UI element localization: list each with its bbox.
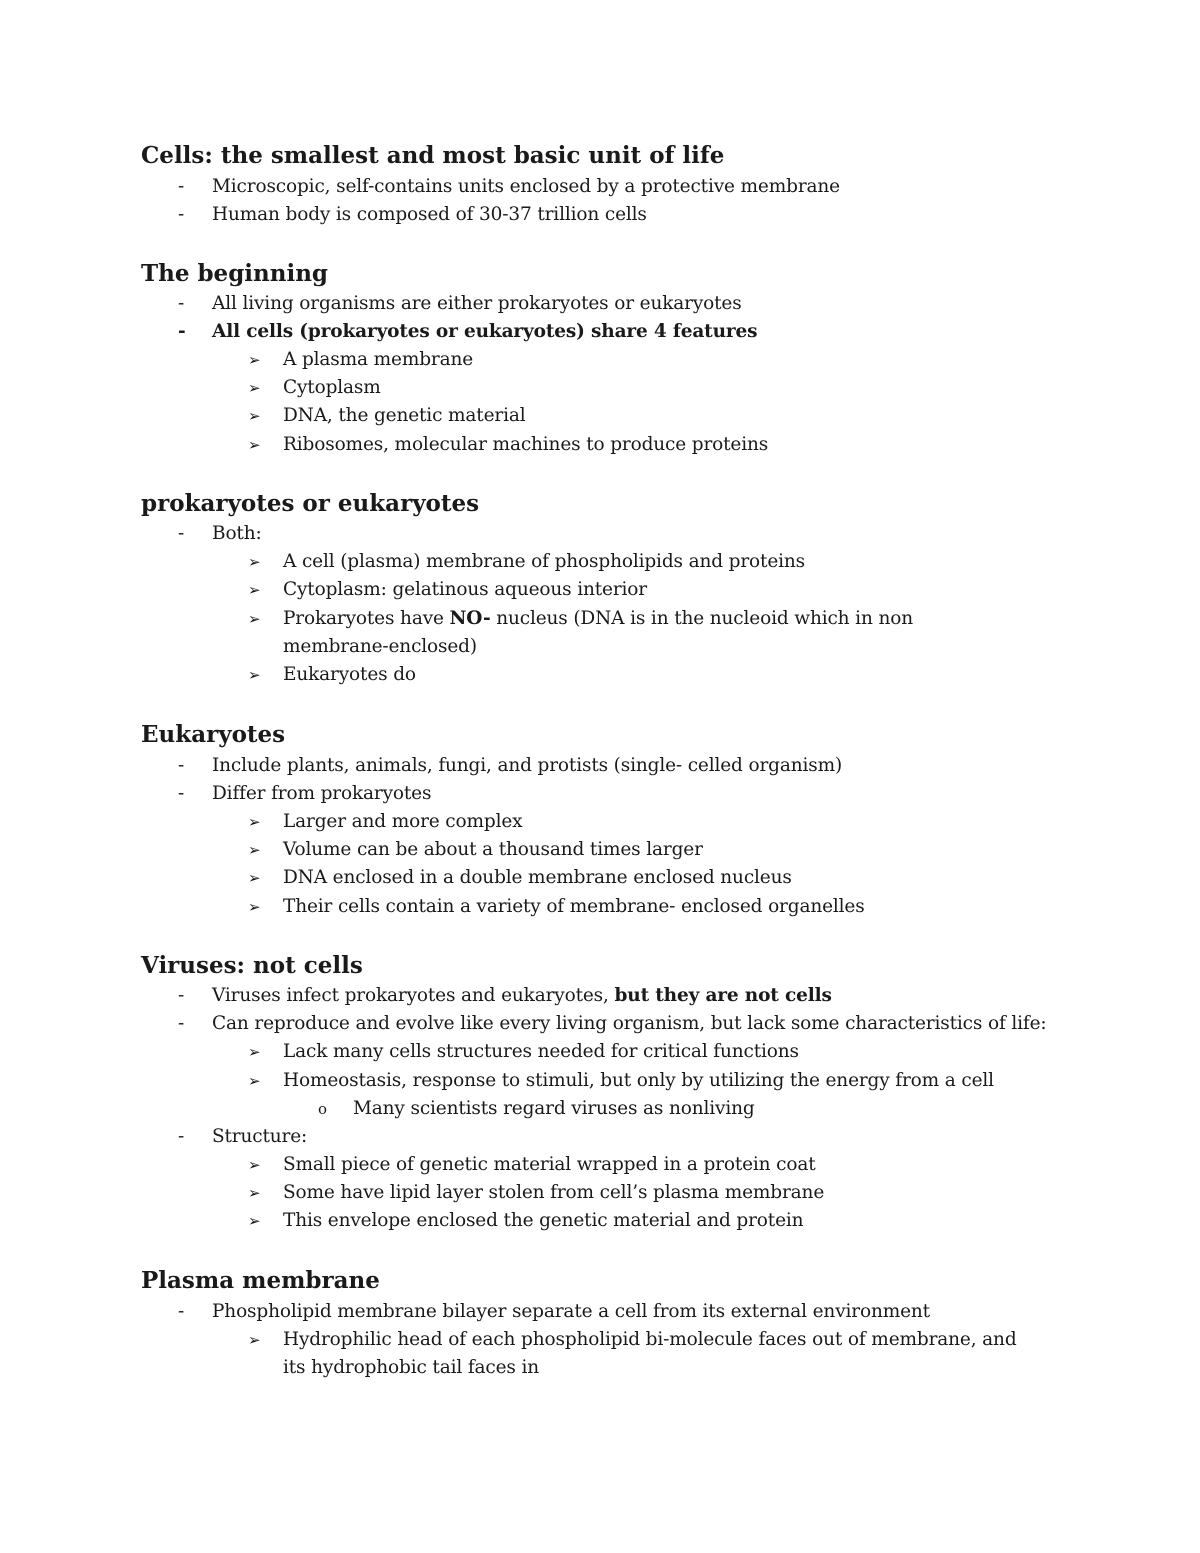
prok-euk-sub-continued: membrane-enclosed) [283, 636, 477, 657]
viruses-item-infect [212, 982, 832, 1010]
arrow-bullet-icon: ➢ [248, 379, 261, 397]
viruses-item: Structure: [212, 1126, 308, 1147]
arrow-bullet-icon: ➢ [248, 813, 261, 831]
eukaryotes-sub: Their cells contain a variety of membrane- enclosed organelles [283, 896, 865, 917]
eukaryotes-item: Differ from prokaryotes [212, 783, 432, 804]
cells-item-1: Microscopic, self-contains units enclosed by a protective membrane [212, 176, 840, 197]
arrow-bullet-icon: ➢ [248, 1331, 261, 1349]
arrow-bullet-icon: ➢ [248, 1043, 261, 1061]
eukaryotes-sub: Volume can be about a thousand times larger [283, 839, 703, 860]
arrow-bullet-icon: ➢ [248, 553, 261, 571]
eukaryotes-sub: Larger and more complex [283, 811, 523, 832]
viruses-item: Can reproduce and evolve like every living organism, but lack some characteristics of life: [212, 1013, 1047, 1034]
viruses-structure-sub: Some have lipid layer stolen from cell’s plasma membrane [283, 1182, 825, 1203]
arrow-bullet-icon: ➢ [248, 407, 261, 425]
prok-euk-sub: Cytoplasm: gelatinous aqueous interior [283, 579, 647, 600]
plasma-sub: Hydrophilic head of each phospholipid bi-molecule faces out of membrane, and [283, 1329, 1017, 1350]
circle-bullet-icon: o [318, 1100, 328, 1118]
viruses-structure-sub: Small piece of genetic material wrapped in a protein coat [283, 1154, 816, 1175]
eukaryotes-item: Include plants, animals, fungi, and protists (single- celled organism) [212, 755, 843, 776]
arrow-bullet-icon: ➢ [248, 869, 261, 887]
dash-bullet: - [178, 1301, 185, 1322]
text-run: Prokaryotes have [283, 608, 450, 629]
viruses-sub: Lack many cells structures needed for critical functions [283, 1041, 799, 1062]
prok-euk-sub: Eukaryotes do [283, 664, 416, 685]
beginning-item-1: All living organisms are either prokaryotes or eukaryotes [212, 293, 742, 314]
dash-bullet: - [178, 755, 185, 776]
dash-bullet: - [178, 783, 185, 804]
heading-beginning: The beginning [141, 260, 328, 287]
feature-item: Ribosomes, molecular machines to produce proteins [283, 434, 769, 455]
text-run: nucleus (DNA is in the nucleoid which in non [490, 608, 913, 629]
emphasis-text: but they are not cells [614, 985, 832, 1006]
viruses-sub: Homeostasis, response to stimuli, but only by utilizing the energy from a cell [283, 1070, 994, 1091]
dash-bullet: - [178, 1013, 185, 1034]
feature-item: DNA, the genetic material [283, 405, 526, 426]
dash-bullet: - [178, 523, 185, 544]
viruses-nested-item: Many scientists regard viruses as nonliving [353, 1098, 755, 1119]
plasma-sub-continued: its hydrophobic tail faces in [283, 1357, 540, 1378]
arrow-bullet-icon: ➢ [248, 1212, 261, 1230]
arrow-bullet-icon: ➢ [248, 666, 261, 684]
feature-item: Cytoplasm [283, 377, 381, 398]
arrow-bullet-icon: ➢ [248, 1072, 261, 1090]
feature-item: A plasma membrane [283, 349, 474, 370]
emphasis-text: NO- [449, 608, 491, 629]
prok-euk-item: Both: [212, 523, 262, 544]
beginning-item-2: All cells (prokaryotes or eukaryotes) share 4 features [212, 321, 758, 342]
heading-plasma: Plasma membrane [141, 1267, 380, 1294]
heading-viruses: Viruses: not cells [141, 952, 363, 979]
arrow-bullet-icon: ➢ [248, 351, 261, 369]
heading-prok-euk: prokaryotes or eukaryotes [141, 490, 480, 517]
dash-bullet: - [178, 293, 185, 314]
prok-euk-sub-nucleus [283, 605, 913, 633]
cells-item-2: Human body is composed of 30-37 trillion cells [212, 204, 647, 225]
arrow-bullet-icon: ➢ [248, 1156, 261, 1174]
dash-bullet: - [178, 1126, 185, 1147]
dash-bullet: - [178, 176, 185, 197]
arrow-bullet-icon: ➢ [248, 436, 261, 454]
heading-eukaryotes: Eukaryotes [141, 721, 286, 748]
viruses-structure-sub: This envelope enclosed the genetic material and protein [283, 1210, 804, 1231]
dash-bullet: - [178, 321, 186, 342]
arrow-bullet-icon: ➢ [248, 610, 261, 628]
prok-euk-sub: A cell (plasma) membrane of phospholipids and proteins [283, 551, 805, 572]
arrow-bullet-icon: ➢ [248, 1184, 261, 1202]
arrow-bullet-icon: ➢ [248, 898, 261, 916]
dash-bullet: - [178, 204, 185, 225]
plasma-item: Phospholipid membrane bilayer separate a cell from its external environment [212, 1301, 930, 1322]
eukaryotes-sub: DNA enclosed in a double membrane enclosed nucleus [283, 867, 792, 888]
text-run: Viruses infect prokaryotes and eukaryotes, [212, 985, 615, 1006]
dash-bullet: - [178, 985, 185, 1006]
arrow-bullet-icon: ➢ [248, 581, 261, 599]
heading-cells: Cells: the smallest and most basic unit of life [141, 142, 725, 169]
arrow-bullet-icon: ➢ [248, 841, 261, 859]
